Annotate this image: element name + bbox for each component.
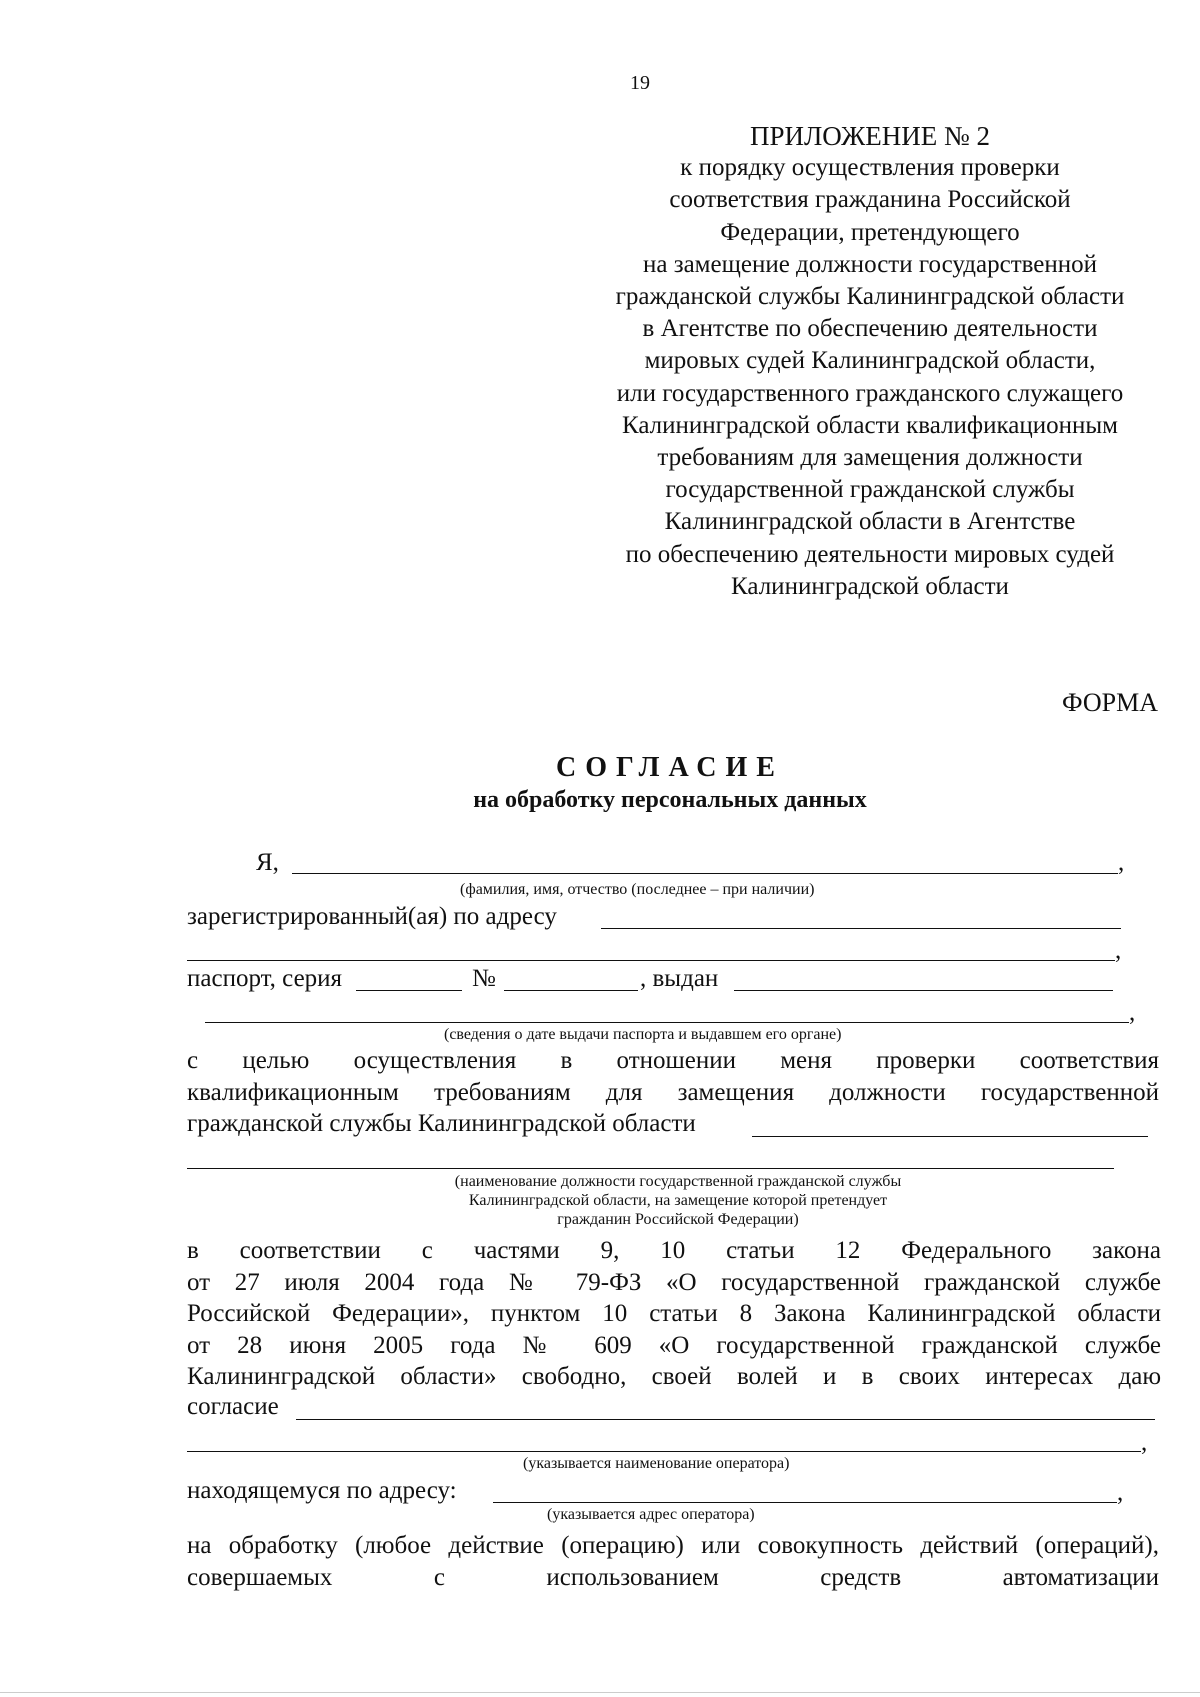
page-number: 19 <box>630 72 650 94</box>
position-field-line-2[interactable] <box>187 1168 1114 1169</box>
law-line: от 28 июня 2005 года № 609 «О государственной гражданской службе <box>187 1331 1161 1359</box>
appendix-line: к порядку осуществления проверки <box>680 154 1060 182</box>
comma: , <box>1129 999 1136 1026</box>
position-caption-line: Калининградской области, на замещение которой претендует <box>468 1192 888 1209</box>
page-bottom-edge <box>0 1692 1200 1693</box>
appendix-line: требованиям для замещения должности <box>657 444 1083 472</box>
appendix-line: по обеспечению деятельности мировых судей <box>625 540 1115 568</box>
document-subtitle: на обработку персональных данных <box>473 787 867 813</box>
position-caption <box>0 1172 1200 1229</box>
operator-caption: (указывается наименование оператора) <box>523 1455 790 1472</box>
operator-field-line-2[interactable] <box>187 1451 1141 1452</box>
appendix-line: или государственного гражданского служащего <box>616 379 1124 407</box>
passport-number-field[interactable] <box>504 990 638 991</box>
law-line: в соответствии с частями 9, 10 статьи 12 Федерального закона <box>187 1237 1161 1264</box>
comma: , <box>1117 1479 1124 1506</box>
appendix-line: на замещение должности государственной <box>642 250 1098 278</box>
appendix-heading: ПРИЛОЖЕНИЕ № 2 <box>749 121 991 151</box>
operator-address-field-line[interactable] <box>493 1502 1117 1503</box>
registered-address-label: зарегистрированный(ая) по адресу <box>187 903 557 930</box>
appendix-line: мировых судей Калининградской области, <box>644 347 1096 375</box>
comma: , <box>1115 937 1122 964</box>
position-caption-line: гражданин Российской Федерации) <box>557 1211 799 1228</box>
address-field-line[interactable] <box>601 928 1121 929</box>
fio-field-line[interactable] <box>292 873 1118 874</box>
law-line: от 27 июля 2004 года № 79-ФЗ «О государственной гражданской службе <box>187 1268 1161 1296</box>
operator-address-label: находящемуся по адресу: <box>187 1477 457 1504</box>
law-line: Калининградской области» свободно, своей волей и в своих интересах даю <box>187 1363 1161 1390</box>
passport-series-label: паспорт, серия <box>187 965 343 992</box>
position-caption-line: (наименование должности государственной гражданской службы <box>454 1173 902 1190</box>
purpose-line: с целью осуществления в отношении меня проверки соответствия <box>187 1047 1159 1074</box>
appendix-line: в Агентстве по обеспечению деятельности <box>642 315 1098 343</box>
appendix-line: Калининградской области <box>731 572 1009 600</box>
passport-series-field[interactable] <box>356 990 462 991</box>
passport-caption: (сведения о дате выдачи паспорта и выдавшем его органе) <box>444 1026 842 1043</box>
address-field-line-2[interactable] <box>187 960 1115 961</box>
document-title: СОГЛАСИЕ <box>556 752 784 783</box>
operator-address-caption: (указывается адрес оператора) <box>547 1506 755 1523</box>
processing-paragraph <box>187 1530 1159 1593</box>
appendix-line: гражданской службы Калининградской области <box>615 283 1125 311</box>
passport-details-field-line[interactable] <box>205 1022 1129 1023</box>
fio-caption: (фамилия, имя, отчество (последнее – при наличии) <box>460 881 815 898</box>
processing-line: совершаемых с использованием средств автоматизации <box>187 1563 1159 1591</box>
passport-number-sign: № <box>472 965 496 992</box>
consent-label: согласие <box>187 1393 279 1420</box>
appendix-line: Калининградской области квалификационным <box>621 411 1118 439</box>
issued-label: , выдан <box>640 965 719 992</box>
operator-field-line[interactable] <box>296 1419 1155 1420</box>
comma: , <box>1141 1429 1148 1456</box>
law-line: Российской Федерации», пунктом 10 статьи 8 Закона Калининградской области <box>187 1300 1161 1327</box>
ya-label: Я, <box>256 849 279 876</box>
appendix-block <box>590 120 1150 603</box>
issued-field-line[interactable] <box>734 990 1113 991</box>
comma: , <box>1118 849 1125 876</box>
appendix-line: государственной гражданской службы <box>665 476 1075 504</box>
appendix-line: Федерации, претендующего <box>720 218 1020 246</box>
form-label: ФОРМА <box>1062 688 1158 717</box>
position-field-line[interactable] <box>752 1136 1148 1137</box>
processing-line: на обработку (любое действие (операцию) или совокупность действий (операций), <box>187 1532 1159 1559</box>
purpose-line: гражданской службы Калининградской области <box>187 1110 696 1137</box>
law-paragraph <box>187 1235 1161 1393</box>
appendix-line: соответствия гражданина Российской <box>669 186 1071 214</box>
appendix-line: Калининградской области в Агентстве <box>664 508 1076 536</box>
purpose-paragraph <box>187 1045 1159 1108</box>
purpose-line: квалификационным требованиям для замещения должности государственной <box>187 1078 1159 1106</box>
